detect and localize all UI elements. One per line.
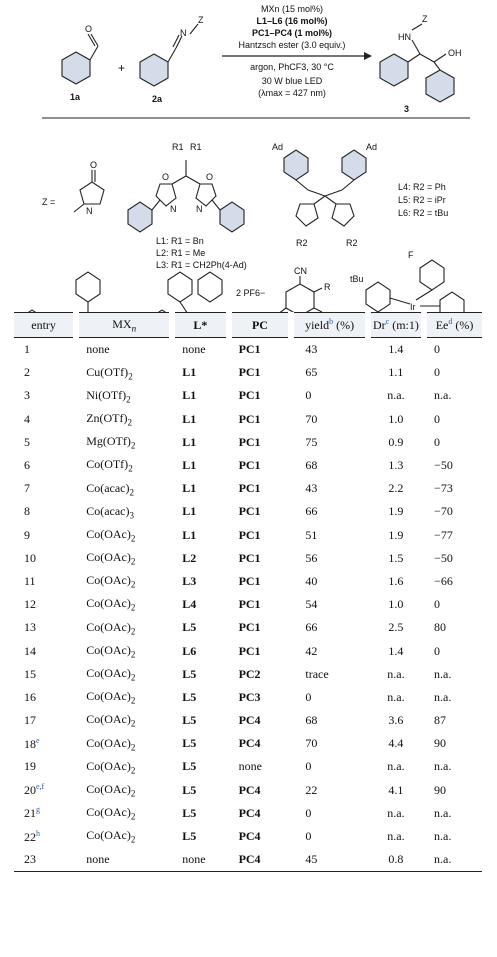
cell-ligand: none [182, 342, 206, 357]
cell-metal-salt: $Cu(OTf)_2$ [86, 364, 133, 381]
cell-ligand: L1 [182, 434, 197, 449]
cell-ee: −50 [434, 550, 453, 565]
header-pc: PC [229, 313, 292, 338]
cell-yield: 56 [305, 550, 318, 565]
table-row [14, 500, 482, 523]
cell-entry: 14 [24, 643, 36, 658]
footnote-marker: e [36, 735, 40, 745]
cell-ee: −77 [434, 527, 453, 542]
cell-photocatalyst: PC4 [238, 736, 261, 751]
cell-entry: 7 [24, 481, 30, 496]
product-structure [380, 40, 454, 102]
cell-photocatalyst: PC1 [238, 527, 261, 542]
cell-metal-salt: $Mg(OTf)_2$ [86, 434, 136, 451]
cell-metal-salt: $Co(OTf)_2$ [86, 457, 133, 474]
optimization-table [14, 312, 482, 872]
l1-o-left: O [162, 172, 170, 182]
cell-metal-salt: none [76, 848, 172, 872]
cell-metal-salt: $Co(OAc)_2$ [86, 550, 136, 567]
cell-ligand: L1 [182, 481, 197, 496]
table-row [14, 454, 482, 477]
footnote-marker: e,f [36, 782, 45, 792]
cell-metal-salt: $Co(OAc)_2$ [86, 666, 136, 683]
cell-ligand: L5 [182, 759, 197, 774]
cell-photocatalyst: PC1 [238, 481, 261, 496]
table-row [14, 663, 482, 686]
cell-yield: 42 [305, 643, 318, 658]
cell-metal-salt: $Co(OAc)_2$ [86, 689, 136, 706]
cell-yield: 54 [305, 597, 318, 612]
cell-metal-salt: $Ni(OTf)_2$ [86, 387, 131, 405]
cell-photocatalyst: PC1 [238, 573, 261, 588]
cell-ee: n.a. [434, 829, 452, 844]
cell-yield: 22 [305, 782, 318, 797]
cell-ee: 90 [434, 736, 447, 751]
cell-photocatalyst: PC4 [238, 829, 261, 844]
reaction-conditions [222, 4, 372, 98]
cell-ee: 0 [434, 434, 441, 449]
cell-metal-salt: $Co(OAc)_2$ [86, 758, 136, 776]
cell-ligand: L1 [182, 527, 197, 542]
cell-photocatalyst: PC4 [229, 848, 292, 872]
z-carbonyl-o: O [90, 160, 98, 170]
header-ligand: L* [172, 313, 228, 338]
l1-n-right: N [196, 204, 203, 214]
l1-o-right: O [206, 172, 214, 182]
cell-dr: 4.4 [388, 736, 404, 751]
cell-photocatalyst: PC1 [238, 342, 261, 357]
cell-dr: 1.1 [388, 365, 404, 380]
cell-entry: 6 [24, 458, 30, 473]
ligand-label-l6: L6: R2 = tBu [398, 208, 449, 218]
cell-yield: 0 [305, 805, 312, 820]
cell-metal-salt: $Co(OAc)_2$ [86, 573, 136, 590]
cell-entry: 1 [24, 342, 30, 357]
cell-ligand: L5 [182, 713, 197, 728]
cell-yield: trace [305, 666, 329, 681]
z-n: N [86, 206, 93, 216]
imine-structure [140, 24, 198, 86]
cell-yield: 66 [305, 504, 318, 519]
cell-metal-salt: $Co(acac)_2$ [86, 480, 134, 497]
cell-dr: 3.6 [388, 713, 404, 728]
cell-ee: 0 [434, 597, 441, 612]
cell-yield: 65 [305, 365, 318, 380]
header-yield: yield$^b$ (%) [291, 313, 367, 338]
cond-pc: PC1–PC4 (1 mol%) [251, 28, 333, 38]
pc4-tbu: tBu [350, 274, 364, 284]
header-mx: $MX_n$ [76, 313, 172, 338]
cell-entry: 17 [24, 713, 36, 728]
cell-ligand: L5 [182, 736, 197, 751]
footnote-marker: g [36, 805, 40, 815]
cell-dr: n.a. [387, 689, 405, 704]
l4-r2-right: R2 [346, 238, 358, 248]
cell-yield: 0 [305, 759, 312, 774]
cell-photocatalyst: PC1 [238, 643, 261, 658]
cell-ee: 0 [434, 411, 441, 426]
cell-metal-salt: $Co(OAc)_2$ [86, 619, 136, 637]
cell-ee: 0 [434, 365, 441, 380]
pc2-structure [150, 272, 222, 312]
cell-metal-salt: none [86, 342, 110, 357]
cell-photocatalyst: PC2 [238, 666, 261, 681]
l4-r2-left: R2 [296, 238, 308, 248]
cell-ligand: none [172, 848, 228, 872]
cond-led: 30 W blue LED [261, 76, 323, 86]
cell-photocatalyst: PC1 [238, 388, 261, 403]
imine-z: Z [198, 15, 204, 25]
table-row [14, 431, 482, 454]
cell-ee: −50 [434, 458, 453, 473]
cell-yield: 43 [305, 481, 318, 496]
cell-ee: −73 [434, 481, 453, 496]
cell-ligand: L1 [182, 365, 197, 380]
l1-r1-left: R1 [172, 142, 184, 152]
cell-ligand: L1 [182, 458, 197, 473]
cell-metal-salt: $Co(OAc)_2$ [86, 596, 136, 613]
table-row [14, 477, 482, 500]
product-hn: HN [398, 32, 411, 42]
cell-yield: 75 [305, 434, 318, 449]
cell-dr: n.a. [387, 829, 405, 844]
cell-yield: 0 [305, 689, 312, 704]
cond-ligand: L1–L6 (16 mol%) [256, 16, 328, 26]
cell-photocatalyst: PC1 [238, 365, 261, 380]
plus-sign: + [118, 61, 126, 75]
cell-photocatalyst: PC1 [238, 550, 261, 565]
cell-dr: 1.9 [388, 527, 404, 542]
cond-hantzsch: Hantzsch ester (3.0 equiv.) [238, 40, 346, 50]
cell-entry: 2 [24, 365, 30, 380]
z-equals: Z = [42, 197, 56, 207]
footnote-marker: h [36, 828, 40, 838]
cell-entry: 12 [24, 597, 36, 612]
table-row [14, 825, 482, 848]
cell-ligand: L6 [182, 643, 197, 658]
label-3: 3 [404, 104, 410, 114]
cell-ligand: L3 [182, 573, 197, 588]
cell-metal-salt: $Co(OAc)_2$ [86, 828, 136, 845]
cell-dr: 1.5 [388, 550, 404, 565]
cell-yield: 0 [305, 388, 312, 403]
cell-metal-salt: $Co(OAc)_2$ [86, 781, 136, 799]
cell-ligand: L4 [182, 597, 197, 612]
header-dr: Dr$^c$ (m:1) [368, 313, 424, 338]
cell-entry: 13 [24, 620, 36, 635]
cell-photocatalyst: PC4 [238, 805, 261, 820]
cell-photocatalyst: PC1 [238, 434, 261, 449]
cell-entry: 23 [14, 848, 76, 872]
cell-photocatalyst: PC1 [238, 458, 261, 473]
table-row [14, 639, 482, 662]
cell-yield: 51 [305, 527, 318, 542]
cell-dr: 1.4 [388, 342, 404, 357]
cell-entry: 11 [24, 573, 36, 588]
pc4-ir: Ir [410, 302, 416, 312]
table-row [14, 361, 482, 384]
cond-mx: MXn (15 mol%) [260, 4, 324, 14]
cell-ligand: L2 [182, 550, 197, 565]
cell-dr: n.a. [387, 805, 405, 820]
cell-ee: n.a. [434, 759, 452, 774]
table-row [14, 755, 482, 778]
cell-ee: 87 [434, 713, 447, 728]
cell-yield: 70 [305, 736, 318, 751]
cell-entry: 10 [24, 550, 36, 565]
header-entry: entry [14, 313, 76, 338]
cell-entry: 5 [24, 434, 30, 449]
cell-metal-salt: $Co(OAc)_2$ [86, 805, 136, 822]
table-row [14, 338, 482, 362]
cell-photocatalyst: PC4 [238, 713, 261, 728]
cell-photocatalyst: PC1 [238, 597, 261, 612]
cell-entry: 20$^{e,f}$ [24, 782, 45, 798]
cell-entry: 19 [24, 759, 36, 774]
cell-photocatalyst: PC1 [238, 620, 261, 635]
cell-ee: 80 [434, 620, 447, 635]
cell-dr: 2.5 [388, 620, 404, 635]
cell-entry: 9 [24, 527, 30, 542]
cell-metal-salt: $Co(OAc)_2$ [86, 642, 136, 660]
table-row [14, 547, 482, 570]
cell-photocatalyst: PC1 [238, 411, 261, 426]
cell-photocatalyst: PC4 [238, 782, 261, 797]
cell-ligand: L5 [182, 666, 197, 681]
table-row [14, 802, 482, 825]
cell-entry: 8 [24, 504, 30, 519]
benzaldehyde-structure [62, 24, 98, 84]
table-row [14, 686, 482, 709]
cell-yield: 66 [305, 620, 318, 635]
cell-metal-salt: $Co(acac)_3$ [86, 503, 134, 521]
table-row [14, 779, 482, 802]
cell-yield: 70 [305, 411, 318, 426]
cell-ligand: L5 [182, 829, 197, 844]
pc2-counterion: 2 PF6− [236, 288, 266, 298]
cell-ee: −66 [434, 573, 453, 588]
cell-yield: 0 [305, 829, 312, 844]
cell-ee: 0 [434, 643, 441, 658]
table-row [14, 384, 482, 407]
cond-argon: argon, PhCF3, 30 °C [250, 62, 334, 72]
cell-dr: 1.0 [388, 597, 404, 612]
cell-entry: 15 [24, 666, 36, 681]
l4-ad-left: Ad [272, 142, 284, 152]
cell-yield: 68 [305, 713, 318, 728]
pc4-f: F [408, 250, 414, 260]
cell-dr: 1.0 [388, 411, 404, 426]
table-row [14, 408, 482, 431]
pc1-structure [20, 272, 120, 312]
cell-ligand: L1 [182, 504, 197, 519]
cell-dr: 1.3 [388, 458, 404, 473]
cell-photocatalyst: PC3 [238, 689, 261, 704]
cell-ee: 90 [434, 782, 447, 797]
cell-yield: 45 [291, 848, 367, 872]
cell-metal-salt: $Co(OAc)_2$ [86, 526, 136, 544]
cell-ligand: L1 [182, 411, 197, 426]
cell-ligand: L1 [182, 388, 197, 403]
cell-entry: 21$^g$ [24, 805, 40, 821]
cell-metal-salt: $Zn(OTf)_2$ [86, 410, 133, 428]
cell-entry: 4 [24, 411, 30, 426]
table-header-row [14, 313, 482, 338]
cell-dr: 1.4 [388, 643, 404, 658]
pc3-r: R [324, 282, 331, 292]
l1-n-left: N [170, 204, 177, 214]
cell-dr: 4.1 [388, 782, 404, 797]
cell-entry: 3 [24, 388, 30, 403]
aldehyde-o: O [85, 24, 93, 34]
cell-entry: 22$^h$ [24, 828, 40, 844]
cell-dr: 2.2 [388, 481, 404, 496]
cell-dr: 0.9 [388, 434, 404, 449]
ligand-label-l4: L4: R2 = Ph [398, 182, 446, 192]
cell-yield: 68 [305, 458, 318, 473]
table-row [14, 848, 482, 872]
cond-lambda: (λmax = 427 nm) [258, 88, 326, 98]
header-ee: Ee$^d$ (%) [424, 313, 482, 338]
imine-n: N [180, 28, 187, 38]
cell-dr: n.a. [387, 759, 405, 774]
label-1a: 1a [70, 92, 81, 102]
table-row [14, 593, 482, 616]
reaction-scheme [0, 0, 497, 312]
cell-photocatalyst: none [238, 759, 262, 774]
cell-ee: n.a. [434, 388, 452, 403]
table-row [14, 732, 482, 755]
ligand-label-l1: L1: R1 = Bn [156, 236, 204, 246]
ligand-label-l2: L2: R1 = Me [156, 248, 206, 258]
table-body [14, 338, 482, 872]
cell-entry: 16 [24, 689, 36, 704]
label-2a: 2a [152, 94, 163, 104]
cell-ee: −70 [434, 504, 453, 519]
cell-metal-salt: $Co(OAc)_2$ [86, 712, 136, 729]
cell-photocatalyst: PC1 [238, 504, 261, 519]
cell-ligand: L5 [182, 805, 197, 820]
cell-dr: 0.8 [368, 848, 424, 872]
cell-ee: n.a. [434, 805, 452, 820]
cell-yield: 40 [305, 573, 318, 588]
product-z: Z [422, 14, 428, 24]
table-row [14, 570, 482, 593]
ligand-l1-l3-structure [128, 160, 244, 232]
cell-metal-salt: $Co(OAc)_2$ [86, 735, 136, 752]
ligand-l4-l6-structure [284, 150, 366, 226]
cell-yield: 43 [305, 342, 318, 357]
cell-dr: 1.6 [388, 573, 404, 588]
pc3-structure [278, 276, 322, 312]
table-row [14, 709, 482, 732]
cell-ee: n.a. [434, 666, 452, 681]
cell-dr: n.a. [387, 388, 405, 403]
product-oh: OH [448, 48, 462, 58]
cell-ee: n.a. [424, 848, 482, 872]
cell-ee: 0 [434, 342, 441, 357]
ligand-label-l5: L5: R2 = iPr [398, 195, 446, 205]
l4-ad-right: Ad [366, 142, 378, 152]
table-row [14, 616, 482, 639]
l1-r1-right: R1 [190, 142, 202, 152]
table-row [14, 524, 482, 547]
pc3-cn: CN [294, 266, 307, 276]
cell-ligand: L5 [182, 620, 197, 635]
cell-dr: 1.9 [388, 504, 404, 519]
cell-ligand: L5 [182, 782, 197, 797]
cell-ligand: L5 [182, 689, 197, 704]
ligand-label-l3: L3: R1 = CH2Ph(4-Ad) [156, 260, 247, 270]
cell-entry: 18e [24, 735, 40, 751]
cell-dr: n.a. [387, 666, 405, 681]
cell-ee: n.a. [434, 689, 452, 704]
